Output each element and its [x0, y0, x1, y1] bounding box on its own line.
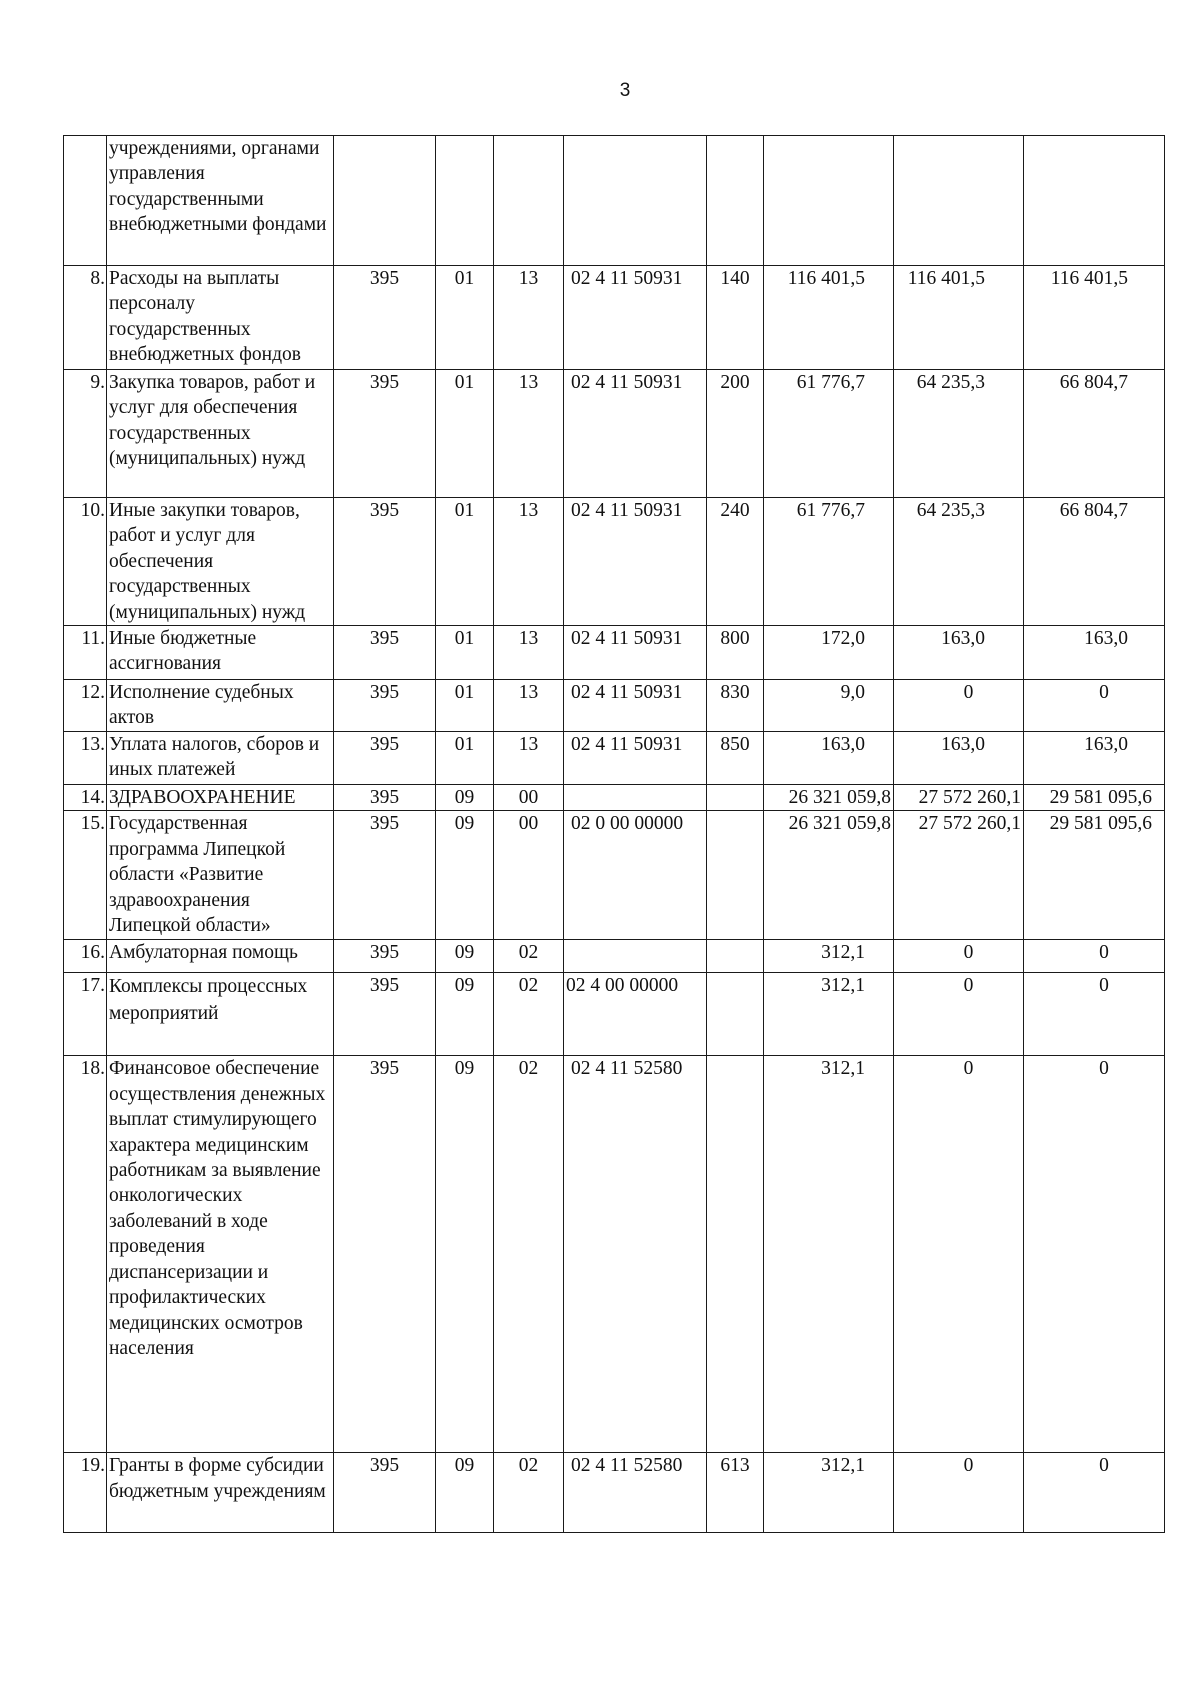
target-item-code: 02 4 11 50931: [564, 732, 707, 785]
amount-year-3: 163,0: [1024, 732, 1165, 785]
table-row: [64, 1453, 1165, 1533]
amount-year-3: [1024, 136, 1165, 266]
row-name: Исполнение судебных актов: [107, 680, 334, 732]
amount-year-2: 0: [894, 940, 1024, 973]
admin-code: 395: [334, 626, 436, 680]
expense-type-code: 850: [707, 732, 764, 785]
row-number: [64, 136, 107, 266]
page-number: 3: [619, 80, 631, 101]
expense-type-code: 200: [707, 370, 764, 498]
subsection-code: 13: [494, 732, 564, 785]
amount-year-1: 26 321 059,8: [764, 811, 894, 940]
table-row: [64, 136, 1165, 266]
row-name: Иные закупки товаров, работ и услуг для обеспечения государственных (муниципальных) нужд: [107, 498, 334, 626]
admin-code: 395: [334, 1056, 436, 1453]
admin-code: 395: [334, 1453, 436, 1533]
row-name: учреждениями, органами управления государственными внебюджетными фондами: [107, 136, 334, 266]
amount-year-2: 27 572 260,1: [894, 785, 1024, 811]
amount-year-3: 66 804,7: [1024, 498, 1165, 626]
section-code: 09: [436, 973, 494, 1056]
section-code: 09: [436, 1056, 494, 1453]
target-item-code: 02 4 11 50931: [564, 680, 707, 732]
subsection-code: 13: [494, 370, 564, 498]
subsection-code: 00: [494, 811, 564, 940]
amount-year-2: 0: [894, 1453, 1024, 1533]
expense-type-code: 240: [707, 498, 764, 626]
subsection-code: 13: [494, 266, 564, 370]
budget-table: [63, 135, 1165, 1533]
subsection-code: 13: [494, 498, 564, 626]
table-row: [64, 732, 1165, 785]
amount-year-2: 163,0: [894, 732, 1024, 785]
admin-code: 395: [334, 973, 436, 1056]
section-code: 09: [436, 1453, 494, 1533]
row-name: Комплексы процессных мероприятий: [107, 973, 334, 1056]
admin-code: 395: [334, 680, 436, 732]
row-number: 9.: [64, 370, 107, 498]
admin-code: 395: [334, 811, 436, 940]
amount-year-2: 0: [894, 680, 1024, 732]
row-number: 16.: [64, 940, 107, 973]
table-row: [64, 370, 1165, 498]
row-number: 10.: [64, 498, 107, 626]
amount-year-1: 312,1: [764, 1056, 894, 1453]
amount-year-2: 64 235,3: [894, 370, 1024, 498]
expense-type-code: [707, 136, 764, 266]
table-row: [64, 940, 1165, 973]
expense-type-code: [707, 940, 764, 973]
target-item-code: [564, 136, 707, 266]
row-name: Финансовое обеспечение осуществления денежных выплат стимулирующего характера медицинским работникам за выявление онкологических заболеваний в ходе проведения диспансеризации и профилактических медицинских осмотров населения: [107, 1056, 334, 1453]
admin-code: 395: [334, 940, 436, 973]
section-code: 01: [436, 498, 494, 626]
amount-year-1: 116 401,5: [764, 266, 894, 370]
amount-year-3: 0: [1024, 1056, 1165, 1453]
section-code: 01: [436, 266, 494, 370]
table-row: [64, 1056, 1165, 1453]
table-row: [64, 626, 1165, 680]
row-name: Уплата налогов, сборов и иных платежей: [107, 732, 334, 785]
amount-year-1: 312,1: [764, 973, 894, 1056]
amount-year-3: 116 401,5: [1024, 266, 1165, 370]
row-number: 11.: [64, 626, 107, 680]
amount-year-1: 172,0: [764, 626, 894, 680]
budget-table-body: [64, 136, 1165, 1533]
amount-year-3: 0: [1024, 973, 1165, 1056]
amount-year-3: 0: [1024, 680, 1165, 732]
subsection-code: 02: [494, 1453, 564, 1533]
amount-year-2: 0: [894, 1056, 1024, 1453]
section-code: 09: [436, 811, 494, 940]
row-name: Амбулаторная помощь: [107, 940, 334, 973]
row-number: 17.: [64, 973, 107, 1056]
amount-year-1: 312,1: [764, 940, 894, 973]
amount-year-3: 29 581 095,6: [1024, 785, 1165, 811]
table-row: [64, 973, 1165, 1056]
row-name: ЗДРАВООХРАНЕНИЕ: [107, 785, 334, 811]
subsection-code: 02: [494, 973, 564, 1056]
amount-year-2: 27 572 260,1: [894, 811, 1024, 940]
expense-type-code: [707, 1056, 764, 1453]
amount-year-1: [764, 136, 894, 266]
admin-code: 395: [334, 266, 436, 370]
subsection-code: 02: [494, 1056, 564, 1453]
row-number: 8.: [64, 266, 107, 370]
section-code: 01: [436, 732, 494, 785]
amount-year-2: 116 401,5: [894, 266, 1024, 370]
row-number: 18.: [64, 1056, 107, 1453]
section-code: [436, 136, 494, 266]
amount-year-3: 29 581 095,6: [1024, 811, 1165, 940]
expense-type-code: 613: [707, 1453, 764, 1533]
subsection-code: 02: [494, 940, 564, 973]
amount-year-3: 163,0: [1024, 626, 1165, 680]
table-row: [64, 498, 1165, 626]
row-number: 19.: [64, 1453, 107, 1533]
amount-year-1: 61 776,7: [764, 370, 894, 498]
amount-year-3: 0: [1024, 1453, 1165, 1533]
expense-type-code: [707, 973, 764, 1056]
table-row: [64, 785, 1165, 811]
row-number: 15.: [64, 811, 107, 940]
table-row: [64, 266, 1165, 370]
target-item-code: 02 4 11 50931: [564, 626, 707, 680]
section-code: 01: [436, 680, 494, 732]
section-code: 01: [436, 370, 494, 498]
row-name: Закупка товаров, работ и услуг для обеспечения государственных (муниципальных) нужд: [107, 370, 334, 498]
row-number: 14.: [64, 785, 107, 811]
subsection-code: 13: [494, 680, 564, 732]
target-item-code: 02 4 11 50931: [564, 266, 707, 370]
amount-year-2: 0: [894, 973, 1024, 1056]
target-item-code: 02 4 11 52580: [564, 1056, 707, 1453]
row-name: Иные бюджетные ассигнования: [107, 626, 334, 680]
admin-code: 395: [334, 370, 436, 498]
table-row: [64, 680, 1165, 732]
amount-year-1: 163,0: [764, 732, 894, 785]
expense-type-code: [707, 811, 764, 940]
expense-type-code: 140: [707, 266, 764, 370]
subsection-code: [494, 136, 564, 266]
row-name: Государственная программа Липецкой области «Развитие здравоохранения Липецкой области»: [107, 811, 334, 940]
section-code: 01: [436, 626, 494, 680]
target-item-code: 02 0 00 00000: [564, 811, 707, 940]
amount-year-3: 66 804,7: [1024, 370, 1165, 498]
expense-type-code: [707, 785, 764, 811]
amount-year-1: 26 321 059,8: [764, 785, 894, 811]
amount-year-2: 163,0: [894, 626, 1024, 680]
target-item-code: 02 4 11 50931: [564, 498, 707, 626]
table-row: [64, 811, 1165, 940]
admin-code: 395: [334, 498, 436, 626]
target-item-code: [564, 940, 707, 973]
target-item-code: 02 4 11 50931: [564, 370, 707, 498]
section-code: 09: [436, 940, 494, 973]
row-number: 12.: [64, 680, 107, 732]
amount-year-3: 0: [1024, 940, 1165, 973]
admin-code: 395: [334, 732, 436, 785]
subsection-code: 00: [494, 785, 564, 811]
admin-code: 395: [334, 785, 436, 811]
admin-code: [334, 136, 436, 266]
row-number: 13.: [64, 732, 107, 785]
amount-year-1: 9,0: [764, 680, 894, 732]
amount-year-1: 312,1: [764, 1453, 894, 1533]
amount-year-2: 64 235,3: [894, 498, 1024, 626]
section-code: 09: [436, 785, 494, 811]
target-item-code: [564, 785, 707, 811]
expense-type-code: 800: [707, 626, 764, 680]
row-name: Расходы на выплаты персоналу государственных внебюджетных фондов: [107, 266, 334, 370]
row-name: Гранты в форме субсидии бюджетным учреждениям: [107, 1453, 334, 1533]
amount-year-1: 61 776,7: [764, 498, 894, 626]
amount-year-2: [894, 136, 1024, 266]
target-item-code: 02 4 11 52580: [564, 1453, 707, 1533]
target-item-code: 02 4 00 00000: [564, 973, 707, 1056]
subsection-code: 13: [494, 626, 564, 680]
expense-type-code: 830: [707, 680, 764, 732]
